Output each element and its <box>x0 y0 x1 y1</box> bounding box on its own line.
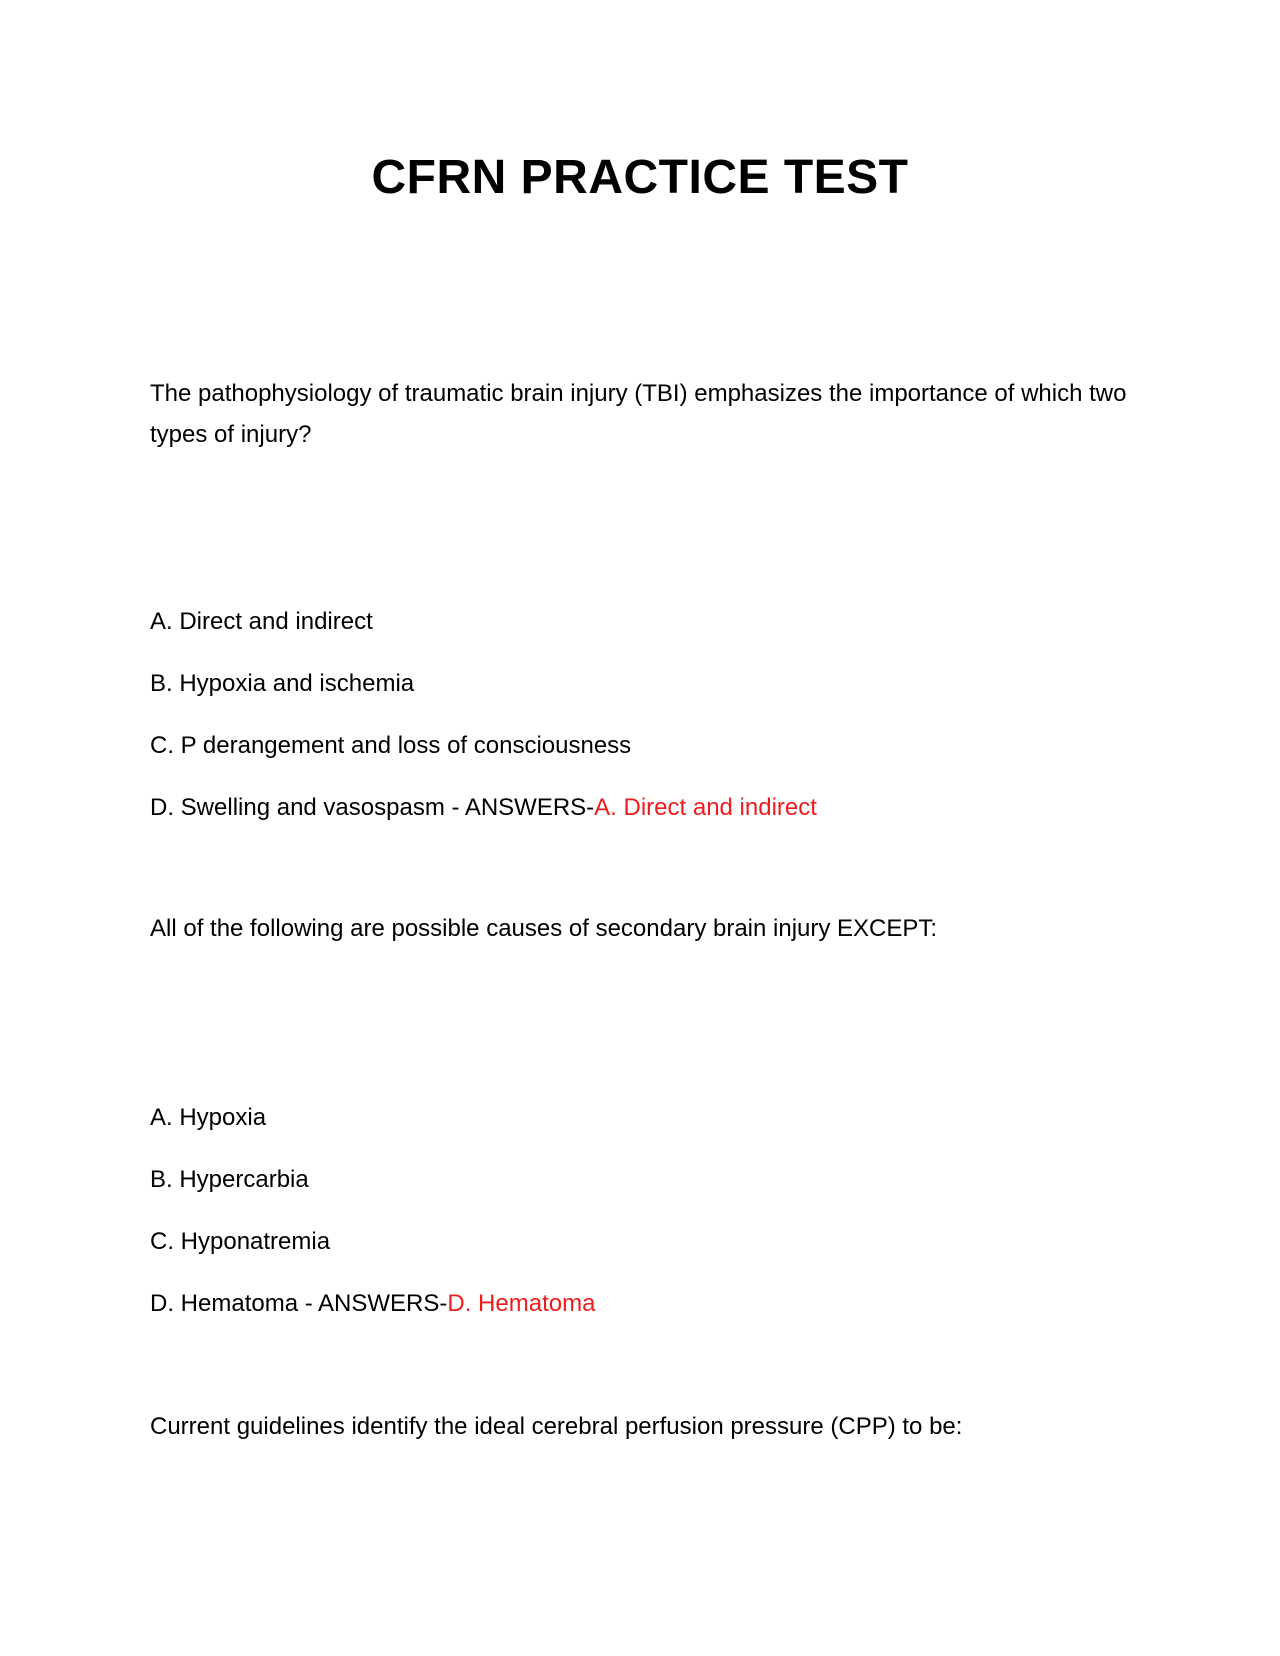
question-1-option-a: A. Direct and indirect <box>150 608 373 635</box>
question-1-options <box>150 601 1140 849</box>
question-2-option-a: A. Hypoxia <box>150 1104 267 1131</box>
question-2-option-d <box>150 1283 1140 1345</box>
page-title: CFRN PRACTICE TEST <box>371 151 909 204</box>
question-2-answer: D. Hematoma <box>447 1290 596 1317</box>
question-1-option-d <box>150 787 1140 849</box>
question-1-option-d-text: D. Swelling and vasospasm - ANSWERS- <box>150 794 595 821</box>
question-1-text: The pathophysiology of traumatic brain injury (TBI) emphasizes the importance of which two types of injury? <box>150 380 1127 448</box>
question-1-answer: A. Direct and indirect <box>594 794 817 821</box>
question-3-text: Current guidelines identify the ideal cerebral perfusion pressure (CPP) to be: <box>150 1413 963 1440</box>
question-2-options <box>150 1097 1140 1345</box>
question-1-option-b: B. Hypoxia and ischemia <box>150 670 415 697</box>
question-2-option-d-text: D. Hematoma - ANSWERS- <box>150 1290 448 1317</box>
question-2-text: All of the following are possible causes of secondary brain injury EXCEPT: <box>150 915 938 942</box>
question-2-option-b: B. Hypercarbia <box>150 1166 309 1193</box>
question-2-option-c: C. Hyponatremia <box>150 1228 331 1255</box>
question-1-option-c: C. P derangement and loss of consciousness <box>150 732 632 759</box>
